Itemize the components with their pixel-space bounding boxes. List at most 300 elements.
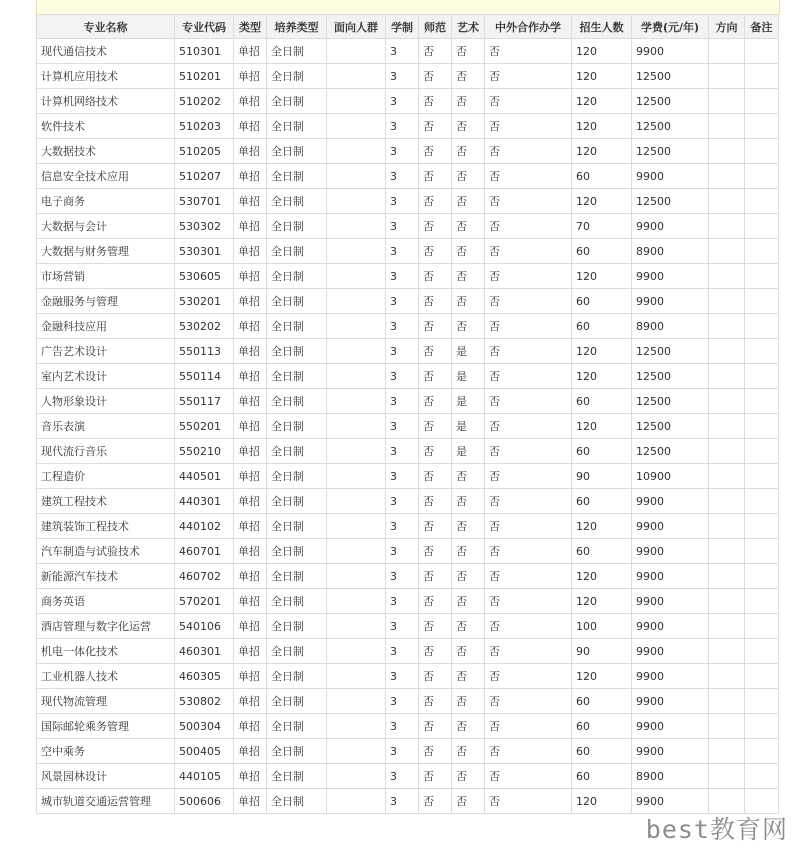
cell-tuition: 9900 xyxy=(632,589,709,614)
cell-teacher-training: 否 xyxy=(419,214,452,239)
cell-major-name: 风景园林设计 xyxy=(37,764,175,789)
cell-tuition: 12500 xyxy=(632,339,709,364)
cell-enrollment: 60 xyxy=(572,714,632,739)
cell-enrollment: 60 xyxy=(572,764,632,789)
table-body xyxy=(37,39,779,814)
cell-major-code: 500606 xyxy=(175,789,234,814)
cell-teacher-training: 否 xyxy=(419,339,452,364)
cell-major-name: 电子商务 xyxy=(37,189,175,214)
cell-type: 单招 xyxy=(234,639,267,664)
cell-major-code: 530301 xyxy=(175,239,234,264)
cell-major-name: 大数据与财务管理 xyxy=(37,239,175,264)
cell-major-code: 500304 xyxy=(175,714,234,739)
cell-sino-foreign: 否 xyxy=(485,789,572,814)
table-row xyxy=(37,439,779,464)
cell-sino-foreign: 否 xyxy=(485,714,572,739)
cell-art: 否 xyxy=(452,189,485,214)
cell-major-code: 440301 xyxy=(175,489,234,514)
cell-major-code: 460701 xyxy=(175,539,234,564)
cell-enrollment: 120 xyxy=(572,364,632,389)
column-header-art: 艺术 xyxy=(452,15,485,39)
cell-remarks xyxy=(745,239,779,264)
cell-training-type: 全日制 xyxy=(267,89,327,114)
cell-training-type: 全日制 xyxy=(267,489,327,514)
cell-direction xyxy=(709,114,745,139)
cell-sino-foreign: 否 xyxy=(485,664,572,689)
cell-major-name: 商务英语 xyxy=(37,589,175,614)
cell-major-code: 530302 xyxy=(175,214,234,239)
cell-teacher-training: 否 xyxy=(419,314,452,339)
cell-type: 单招 xyxy=(234,589,267,614)
cell-target-group xyxy=(327,514,386,539)
cell-direction xyxy=(709,164,745,189)
cell-training-type: 全日制 xyxy=(267,64,327,89)
cell-major-name: 信息安全技术应用 xyxy=(37,164,175,189)
cell-enrollment: 60 xyxy=(572,689,632,714)
cell-major-name: 酒店管理与数字化运营 xyxy=(37,614,175,639)
cell-tuition: 9900 xyxy=(632,664,709,689)
cell-remarks xyxy=(745,89,779,114)
cell-training-type: 全日制 xyxy=(267,139,327,164)
cell-tuition: 9900 xyxy=(632,214,709,239)
cell-art: 否 xyxy=(452,714,485,739)
cell-target-group xyxy=(327,739,386,764)
cell-teacher-training: 否 xyxy=(419,89,452,114)
table-row xyxy=(37,64,779,89)
cell-major-name: 城市轨道交通运营管理 xyxy=(37,789,175,814)
cell-sino-foreign: 否 xyxy=(485,539,572,564)
cell-training-type: 全日制 xyxy=(267,564,327,589)
cell-teacher-training: 否 xyxy=(419,414,452,439)
cell-major-name: 人物形象设计 xyxy=(37,389,175,414)
cell-remarks xyxy=(745,764,779,789)
cell-training-type: 全日制 xyxy=(267,439,327,464)
cell-duration: 3 xyxy=(386,514,419,539)
cell-target-group xyxy=(327,339,386,364)
cell-teacher-training: 否 xyxy=(419,689,452,714)
column-header-major-name: 专业名称 xyxy=(37,15,175,39)
cell-major-code: 570201 xyxy=(175,589,234,614)
cell-major-name: 大数据与会计 xyxy=(37,214,175,239)
cell-duration: 3 xyxy=(386,264,419,289)
cell-remarks xyxy=(745,364,779,389)
cell-sino-foreign: 否 xyxy=(485,139,572,164)
cell-teacher-training: 否 xyxy=(419,364,452,389)
cell-duration: 3 xyxy=(386,114,419,139)
cell-enrollment: 120 xyxy=(572,39,632,64)
cell-major-name: 市场营销 xyxy=(37,264,175,289)
cell-major-code: 440105 xyxy=(175,764,234,789)
site-watermark: best教育网 xyxy=(645,815,788,844)
cell-type: 单招 xyxy=(234,189,267,214)
cell-sino-foreign: 否 xyxy=(485,564,572,589)
cell-target-group xyxy=(327,439,386,464)
table-row xyxy=(37,689,779,714)
cell-duration: 3 xyxy=(386,564,419,589)
cell-enrollment: 60 xyxy=(572,539,632,564)
cell-tuition: 9900 xyxy=(632,614,709,639)
cell-art: 否 xyxy=(452,689,485,714)
cell-art: 否 xyxy=(452,764,485,789)
cell-teacher-training: 否 xyxy=(419,714,452,739)
cell-direction xyxy=(709,389,745,414)
cell-type: 单招 xyxy=(234,664,267,689)
cell-remarks xyxy=(745,39,779,64)
cell-training-type: 全日制 xyxy=(267,639,327,664)
cell-type: 单招 xyxy=(234,39,267,64)
cell-remarks xyxy=(745,389,779,414)
cell-type: 单招 xyxy=(234,289,267,314)
cell-target-group xyxy=(327,564,386,589)
table-row xyxy=(37,564,779,589)
cell-type: 单招 xyxy=(234,464,267,489)
cell-target-group xyxy=(327,64,386,89)
cell-art: 否 xyxy=(452,214,485,239)
cell-teacher-training: 否 xyxy=(419,114,452,139)
cell-teacher-training: 否 xyxy=(419,789,452,814)
cell-art: 否 xyxy=(452,314,485,339)
cell-direction xyxy=(709,439,745,464)
column-header-type: 类型 xyxy=(234,15,267,39)
cell-art: 是 xyxy=(452,414,485,439)
cell-sino-foreign: 否 xyxy=(485,264,572,289)
cell-training-type: 全日制 xyxy=(267,689,327,714)
cell-target-group xyxy=(327,289,386,314)
cell-duration: 3 xyxy=(386,189,419,214)
cell-major-name: 广告艺术设计 xyxy=(37,339,175,364)
cell-target-group xyxy=(327,364,386,389)
cell-training-type: 全日制 xyxy=(267,389,327,414)
cell-tuition: 10900 xyxy=(632,464,709,489)
cell-teacher-training: 否 xyxy=(419,614,452,639)
cell-enrollment: 120 xyxy=(572,414,632,439)
cell-target-group xyxy=(327,714,386,739)
cell-training-type: 全日制 xyxy=(267,189,327,214)
cell-direction xyxy=(709,739,745,764)
cell-enrollment: 60 xyxy=(572,489,632,514)
cell-major-name: 金融服务与管理 xyxy=(37,289,175,314)
cell-sino-foreign: 否 xyxy=(485,414,572,439)
cell-remarks xyxy=(745,714,779,739)
table-row xyxy=(37,189,779,214)
cell-major-code: 440102 xyxy=(175,514,234,539)
cell-training-type: 全日制 xyxy=(267,239,327,264)
cell-type: 单招 xyxy=(234,89,267,114)
cell-major-code: 530605 xyxy=(175,264,234,289)
cell-tuition: 9900 xyxy=(632,689,709,714)
cell-training-type: 全日制 xyxy=(267,339,327,364)
cell-target-group xyxy=(327,89,386,114)
table-row xyxy=(37,39,779,64)
cell-direction xyxy=(709,489,745,514)
cell-sino-foreign: 否 xyxy=(485,514,572,539)
cell-major-code: 460702 xyxy=(175,564,234,589)
cell-type: 单招 xyxy=(234,614,267,639)
cell-major-name: 金融科技应用 xyxy=(37,314,175,339)
cell-training-type: 全日制 xyxy=(267,714,327,739)
column-header-major-code: 专业代码 xyxy=(175,15,234,39)
cell-training-type: 全日制 xyxy=(267,789,327,814)
cell-tuition: 12500 xyxy=(632,389,709,414)
cell-target-group xyxy=(327,414,386,439)
cell-remarks xyxy=(745,314,779,339)
cell-enrollment: 120 xyxy=(572,64,632,89)
cell-direction xyxy=(709,664,745,689)
cell-target-group xyxy=(327,639,386,664)
cell-tuition: 12500 xyxy=(632,189,709,214)
cell-tuition: 9900 xyxy=(632,164,709,189)
cell-training-type: 全日制 xyxy=(267,614,327,639)
table-row xyxy=(37,414,779,439)
cell-teacher-training: 否 xyxy=(419,289,452,314)
column-header-sino-foreign: 中外合作办学 xyxy=(485,15,572,39)
table-row xyxy=(37,89,779,114)
cell-tuition: 12500 xyxy=(632,414,709,439)
cell-type: 单招 xyxy=(234,789,267,814)
cell-duration: 3 xyxy=(386,739,419,764)
cell-target-group xyxy=(327,689,386,714)
cell-major-code: 510203 xyxy=(175,114,234,139)
cell-training-type: 全日制 xyxy=(267,589,327,614)
cell-type: 单招 xyxy=(234,414,267,439)
cell-major-name: 现代流行音乐 xyxy=(37,439,175,464)
cell-duration: 3 xyxy=(386,289,419,314)
cell-teacher-training: 否 xyxy=(419,764,452,789)
cell-tuition: 9900 xyxy=(632,564,709,589)
cell-direction xyxy=(709,139,745,164)
cell-teacher-training: 否 xyxy=(419,189,452,214)
cell-type: 单招 xyxy=(234,539,267,564)
cell-enrollment: 120 xyxy=(572,514,632,539)
cell-duration: 3 xyxy=(386,414,419,439)
cell-remarks xyxy=(745,614,779,639)
table-row xyxy=(37,239,779,264)
table-row xyxy=(37,114,779,139)
cell-remarks xyxy=(745,689,779,714)
cell-sino-foreign: 否 xyxy=(485,164,572,189)
cell-duration: 3 xyxy=(386,439,419,464)
cell-art: 否 xyxy=(452,239,485,264)
cell-sino-foreign: 否 xyxy=(485,189,572,214)
cell-direction xyxy=(709,39,745,64)
cell-enrollment: 120 xyxy=(572,664,632,689)
table-row xyxy=(37,489,779,514)
cell-target-group xyxy=(327,164,386,189)
cell-direction xyxy=(709,464,745,489)
cell-remarks xyxy=(745,114,779,139)
cell-sino-foreign: 否 xyxy=(485,39,572,64)
cell-tuition: 12500 xyxy=(632,114,709,139)
cell-sino-foreign: 否 xyxy=(485,464,572,489)
cell-enrollment: 120 xyxy=(572,789,632,814)
cell-teacher-training: 否 xyxy=(419,264,452,289)
cell-enrollment: 60 xyxy=(572,739,632,764)
cell-remarks xyxy=(745,164,779,189)
table-row xyxy=(37,164,779,189)
cell-duration: 3 xyxy=(386,64,419,89)
cell-tuition: 12500 xyxy=(632,139,709,164)
cell-target-group xyxy=(327,39,386,64)
cell-enrollment: 60 xyxy=(572,164,632,189)
cell-direction xyxy=(709,264,745,289)
cell-tuition: 9900 xyxy=(632,264,709,289)
cell-art: 否 xyxy=(452,89,485,114)
table-row xyxy=(37,639,779,664)
cell-art: 是 xyxy=(452,389,485,414)
cell-training-type: 全日制 xyxy=(267,464,327,489)
cell-tuition: 12500 xyxy=(632,64,709,89)
cell-target-group xyxy=(327,139,386,164)
cell-tuition: 9900 xyxy=(632,514,709,539)
cell-art: 否 xyxy=(452,589,485,614)
cell-art: 否 xyxy=(452,789,485,814)
cell-duration: 3 xyxy=(386,239,419,264)
cell-major-name: 建筑装饰工程技术 xyxy=(37,514,175,539)
cell-enrollment: 120 xyxy=(572,564,632,589)
cell-enrollment: 120 xyxy=(572,189,632,214)
table-row xyxy=(37,514,779,539)
cell-direction xyxy=(709,364,745,389)
cell-target-group xyxy=(327,489,386,514)
cell-remarks xyxy=(745,139,779,164)
cell-major-code: 460305 xyxy=(175,664,234,689)
cell-duration: 3 xyxy=(386,539,419,564)
cell-major-code: 550113 xyxy=(175,339,234,364)
cell-art: 否 xyxy=(452,514,485,539)
cell-type: 单招 xyxy=(234,114,267,139)
cell-target-group xyxy=(327,764,386,789)
cell-duration: 3 xyxy=(386,589,419,614)
cell-major-code: 550114 xyxy=(175,364,234,389)
cell-duration: 3 xyxy=(386,789,419,814)
cell-target-group xyxy=(327,189,386,214)
cell-major-code: 510205 xyxy=(175,139,234,164)
cell-type: 单招 xyxy=(234,714,267,739)
cell-major-name: 现代通信技术 xyxy=(37,39,175,64)
cell-major-code: 530201 xyxy=(175,289,234,314)
cell-sino-foreign: 否 xyxy=(485,589,572,614)
cell-remarks xyxy=(745,539,779,564)
cell-tuition: 9900 xyxy=(632,639,709,664)
cell-type: 单招 xyxy=(234,764,267,789)
cell-direction xyxy=(709,214,745,239)
cell-major-code: 530802 xyxy=(175,689,234,714)
cell-direction xyxy=(709,89,745,114)
table-row xyxy=(37,539,779,564)
cell-enrollment: 100 xyxy=(572,614,632,639)
cell-type: 单招 xyxy=(234,514,267,539)
cell-enrollment: 120 xyxy=(572,589,632,614)
column-header-tuition: 学费(元/年) xyxy=(632,15,709,39)
cell-direction xyxy=(709,614,745,639)
table-row xyxy=(37,614,779,639)
table-row xyxy=(37,739,779,764)
table-row xyxy=(37,389,779,414)
majors-table xyxy=(36,14,779,814)
cell-remarks xyxy=(745,589,779,614)
cell-target-group xyxy=(327,789,386,814)
cell-remarks xyxy=(745,514,779,539)
cell-training-type: 全日制 xyxy=(267,314,327,339)
cell-tuition: 9900 xyxy=(632,789,709,814)
cell-major-name: 机电一体化技术 xyxy=(37,639,175,664)
cell-major-code: 550117 xyxy=(175,389,234,414)
cell-major-name: 计算机网络技术 xyxy=(37,89,175,114)
cell-target-group xyxy=(327,539,386,564)
cell-teacher-training: 否 xyxy=(419,239,452,264)
cell-remarks xyxy=(745,189,779,214)
table-row xyxy=(37,314,779,339)
cell-major-name: 工业机器人技术 xyxy=(37,664,175,689)
cell-target-group xyxy=(327,264,386,289)
cell-sino-foreign: 否 xyxy=(485,439,572,464)
cell-art: 否 xyxy=(452,564,485,589)
cell-remarks xyxy=(745,64,779,89)
cell-teacher-training: 否 xyxy=(419,564,452,589)
cell-major-name: 空中乘务 xyxy=(37,739,175,764)
cell-target-group xyxy=(327,389,386,414)
cell-type: 单招 xyxy=(234,739,267,764)
notice-banner xyxy=(36,0,780,15)
cell-type: 单招 xyxy=(234,64,267,89)
cell-type: 单招 xyxy=(234,264,267,289)
cell-major-name: 音乐表演 xyxy=(37,414,175,439)
cell-major-code: 500405 xyxy=(175,739,234,764)
column-header-training-type: 培养类型 xyxy=(267,15,327,39)
cell-art: 否 xyxy=(452,464,485,489)
cell-type: 单招 xyxy=(234,689,267,714)
column-header-direction: 方向 xyxy=(709,15,745,39)
cell-teacher-training: 否 xyxy=(419,389,452,414)
cell-type: 单招 xyxy=(234,139,267,164)
cell-major-code: 550210 xyxy=(175,439,234,464)
cell-enrollment: 120 xyxy=(572,264,632,289)
cell-sino-foreign: 否 xyxy=(485,389,572,414)
cell-tuition: 9900 xyxy=(632,489,709,514)
cell-direction xyxy=(709,514,745,539)
cell-direction xyxy=(709,589,745,614)
cell-remarks xyxy=(745,664,779,689)
cell-enrollment: 70 xyxy=(572,214,632,239)
column-header-enrollment: 招生人数 xyxy=(572,15,632,39)
cell-target-group xyxy=(327,664,386,689)
cell-enrollment: 120 xyxy=(572,139,632,164)
cell-target-group xyxy=(327,614,386,639)
cell-art: 否 xyxy=(452,614,485,639)
cell-major-code: 510201 xyxy=(175,64,234,89)
cell-type: 单招 xyxy=(234,214,267,239)
cell-type: 单招 xyxy=(234,489,267,514)
cell-enrollment: 120 xyxy=(572,339,632,364)
cell-remarks xyxy=(745,739,779,764)
cell-teacher-training: 否 xyxy=(419,39,452,64)
cell-tuition: 8900 xyxy=(632,314,709,339)
cell-enrollment: 60 xyxy=(572,439,632,464)
cell-art: 否 xyxy=(452,139,485,164)
cell-teacher-training: 否 xyxy=(419,439,452,464)
cell-teacher-training: 否 xyxy=(419,464,452,489)
column-header-teacher-training: 师范 xyxy=(419,15,452,39)
table-row xyxy=(37,214,779,239)
cell-duration: 3 xyxy=(386,39,419,64)
cell-duration: 3 xyxy=(386,164,419,189)
cell-type: 单招 xyxy=(234,164,267,189)
cell-type: 单招 xyxy=(234,439,267,464)
cell-enrollment: 90 xyxy=(572,639,632,664)
cell-teacher-training: 否 xyxy=(419,589,452,614)
cell-duration: 3 xyxy=(386,364,419,389)
cell-major-name: 汽车制造与试验技术 xyxy=(37,539,175,564)
